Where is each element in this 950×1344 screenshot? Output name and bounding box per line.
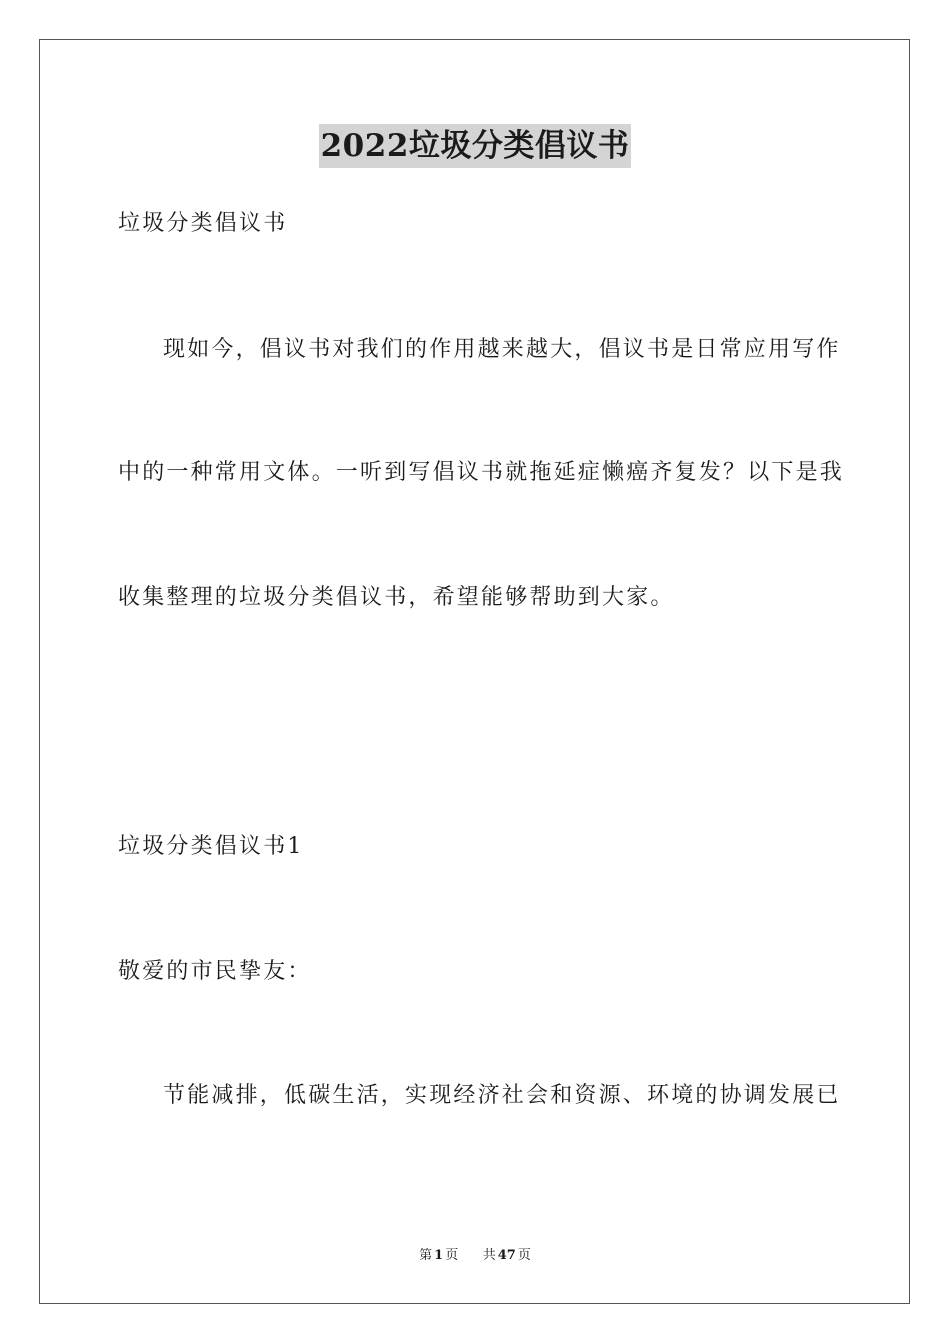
salutation-line: 敬爱的市民挚友： — [118, 959, 312, 984]
section-heading: 垃圾分类倡议书1 — [118, 834, 304, 859]
paragraph-line: 节能减排，低碳生活，实现经济社会和资源、环境的协调发展已 — [163, 1083, 841, 1108]
total-pages: 47 — [497, 1248, 516, 1263]
document-title: 2022垃圾分类倡议书 — [319, 124, 632, 168]
page-number: 1 — [434, 1248, 444, 1263]
paragraph-line: 中的一种常用文体。一听到写倡议书就拖延症懒癌齐复发？以下是我 — [118, 460, 845, 485]
paragraph-line: 现如今，倡议书对我们的作用越来越大，倡议书是日常应用写作 — [163, 337, 841, 362]
subtitle-line: 垃圾分类倡议书 — [118, 211, 288, 236]
paragraph-line: 收集整理的垃圾分类倡议书，希望能够帮助到大家。 — [118, 585, 675, 610]
page-indicator: 第 1 页 — [419, 1248, 459, 1263]
title-container — [0, 124, 950, 168]
page-footer — [0, 1247, 950, 1265]
total-pages-indicator: 共 47 页 — [482, 1248, 531, 1263]
